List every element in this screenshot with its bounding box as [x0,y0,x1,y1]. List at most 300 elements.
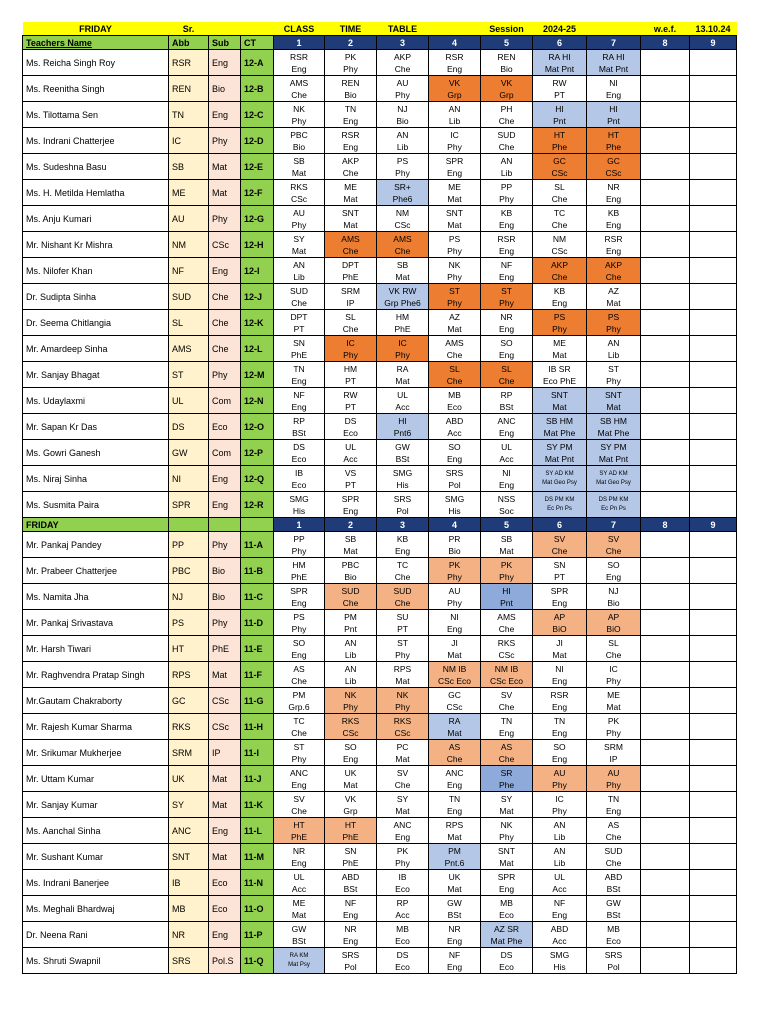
period-cell: SO Eng [429,440,481,466]
period-cell: ABD BSt [587,870,641,896]
period-cell: AN Lib [377,128,429,154]
teacher-name: Ms. Susmita Paira [23,492,169,518]
period-cell [641,948,690,974]
teacher-subject: Mat [209,662,241,688]
wef-label: w.e.f. [641,22,690,36]
period-cell [641,258,690,284]
period-cell: SO Eng [274,636,325,662]
period-cell: SL Che [429,362,481,388]
period-cell: DS Eco [325,414,377,440]
period-cell: PH Che [481,102,533,128]
period-cell: RSR Eng [274,50,325,76]
teacher-name: Ms. H. Metilda Hemlatha [23,180,169,206]
period-cell: AS Che [429,740,481,766]
period-cell: IB Eco [274,466,325,492]
teacher-abbreviation: IB [169,870,209,896]
teacher-subject: Pol.S [209,948,241,974]
period-cell [641,922,690,948]
period-cell [641,688,690,714]
teacher-abbreviation: SUD [169,284,209,310]
class-teacher-of: 12-M [241,362,274,388]
period-cell [690,414,737,440]
period-cell: SRS Pol [587,948,641,974]
class-teacher-of: 11-O [241,896,274,922]
period-cell: NR Eng [587,180,641,206]
period-cell: ABD Acc [429,414,481,440]
period-cell: ST Phy [377,636,429,662]
period-cell [641,740,690,766]
table-row [23,492,737,518]
period-cell: IC Phy [533,792,587,818]
period-cell: GW BSt [587,896,641,922]
period-cell: SB HM Mat Phe [587,414,641,440]
period-cell: TC Che [274,714,325,740]
period-cell: NJ Bio [377,102,429,128]
timetable [22,22,737,974]
period-cell: GC CSc [587,154,641,180]
table-row [23,414,737,440]
header-ct: CT [241,36,274,50]
period-cell: SPR Eng [325,492,377,518]
period-cell: VS PT [325,466,377,492]
period-cell: ST Phy [429,284,481,310]
teacher-subject: Mat [209,766,241,792]
period-cell: MB Eco [481,896,533,922]
time-label: TIME [325,22,377,36]
class-teacher-of: 11-E [241,636,274,662]
period-cell [690,870,737,896]
header-teachers-name: Teachers Name [23,36,169,50]
class-teacher-of: 12-K [241,310,274,336]
period-cell: SL Che [481,362,533,388]
period-number: 7 [587,36,641,50]
period-cell: KB Eng [481,206,533,232]
teacher-name: Mr. Sapan Kr Das [23,414,169,440]
period-cell: AP BiO [587,610,641,636]
period-cell: ME Mat [325,180,377,206]
period-cell: SB Mat [377,258,429,284]
period-cell: SMG His [377,466,429,492]
class-teacher-of: 12-A [241,50,274,76]
period-cell: PM Pnt [325,610,377,636]
period-cell: ANC Eng [377,818,429,844]
timetable-sheet [22,22,736,974]
period-cell: DPT PhE [325,258,377,284]
period-cell: NK Phy [377,688,429,714]
period-cell: PS Phy [587,310,641,336]
period-cell: NK Phy [274,102,325,128]
period-cell [690,844,737,870]
teacher-name: Ms. Anju Kumari [23,206,169,232]
teacher-abbreviation: ME [169,180,209,206]
teacher-name: Ms. Gowri Ganesh [23,440,169,466]
period-cell: SR+ Phe6 [377,180,429,206]
teacher-name: Ms. Nilofer Khan [23,258,169,284]
class-teacher-of: 11-L [241,818,274,844]
table-row [23,844,737,870]
teacher-name: Mr.Gautam Chakraborty [23,688,169,714]
period-cell: AS Che [587,818,641,844]
teacher-subject: Phy [209,128,241,154]
class-teacher-of: 12-P [241,440,274,466]
period-cell [641,636,690,662]
period-cell: SL Che [325,310,377,336]
period-cell: SRS Pol [325,948,377,974]
session-value: 2024-25 [533,22,587,36]
period-cell: PC Mat [377,740,429,766]
period-cell: ABD Acc [533,922,587,948]
period-cell: MB Eco [587,922,641,948]
sr-label: Sr. [169,22,209,36]
period-cell [641,558,690,584]
teacher-subject: Phy [209,362,241,388]
table-row [23,336,737,362]
teacher-subject: Mat [209,154,241,180]
period-cell [690,310,737,336]
teacher-abbreviation: NF [169,258,209,284]
teacher-abbreviation: MB [169,896,209,922]
period-cell: SRM IP [587,740,641,766]
teacher-subject: Com [209,388,241,414]
teacher-abbreviation: HT [169,636,209,662]
class-teacher-of: 12-R [241,492,274,518]
period-cell: SL Che [587,636,641,662]
table-row [23,102,737,128]
class-teacher-of: 11-K [241,792,274,818]
period-cell: PK Phy [481,558,533,584]
period-cell [690,128,737,154]
period-cell: IC Phy [429,128,481,154]
class-teacher-of: 12-J [241,284,274,310]
period-cell: SRS Pol [377,492,429,518]
teacher-name: Ms. Reicha Singh Roy [23,50,169,76]
teacher-name: Ms. Niraj Sinha [23,466,169,492]
teacher-name: Ms. Tilottama Sen [23,102,169,128]
teacher-subject: CSc [209,688,241,714]
period-cell: SN PhE [325,844,377,870]
period-cell: AMS Che [325,232,377,258]
period-cell [690,896,737,922]
teacher-subject: Eng [209,922,241,948]
period-cell: TN Eng [533,714,587,740]
period-cell: AU Phy [533,766,587,792]
period-cell: NSS Soc [481,492,533,518]
period-cell: SMG His [429,492,481,518]
teacher-subject: Bio [209,584,241,610]
teacher-name: Ms. Meghali Bhardwaj [23,896,169,922]
period-cell: AN Lib [533,818,587,844]
period-cell: NM IB CSc Eco [429,662,481,688]
period-cell: HM PhE [377,310,429,336]
period-number: 9 [690,36,737,50]
period-cell [641,206,690,232]
period-cell: NI Eng [533,662,587,688]
class-teacher-of: 11-D [241,610,274,636]
period-cell: RA Mat [429,714,481,740]
table-row [23,740,737,766]
period-cell: AKP Che [325,154,377,180]
teacher-subject: PhE [209,636,241,662]
teacher-subject: Eng [209,818,241,844]
teacher-name: Mr. Uttam Kumar [23,766,169,792]
period-cell: TC Che [533,206,587,232]
teacher-subject: Phy [209,532,241,558]
period-cell: IC Phy [587,662,641,688]
table-row [23,362,737,388]
teacher-subject: Eng [209,466,241,492]
period-cell: JI Mat [533,636,587,662]
class-teacher-of: 11-B [241,558,274,584]
period-cell [690,388,737,414]
period-cell: UL Acc [377,388,429,414]
teacher-subject: Eco [209,414,241,440]
period-cell: SN PT [533,558,587,584]
period-cell: PK Phy [325,50,377,76]
teacher-abbreviation: NJ [169,584,209,610]
table-row [23,922,737,948]
period-cell: ANC Eng [429,766,481,792]
period-cell: AS Che [274,662,325,688]
period-cell [690,766,737,792]
period-number: 8 [641,518,690,532]
teacher-subject: Che [209,310,241,336]
teacher-subject: Mat [209,180,241,206]
period-cell [690,362,737,388]
period-number: 4 [429,36,481,50]
period-cell: KB Eng [377,532,429,558]
period-cell [690,284,737,310]
period-cell: ME Mat [533,336,587,362]
table-row [23,662,737,688]
teacher-subject: CSc [209,232,241,258]
period-cell: HT PhE [325,818,377,844]
period-cell: ST Phy [587,362,641,388]
teacher-abbreviation: NI [169,466,209,492]
table-row [23,128,737,154]
period-cell: AN Lib [429,102,481,128]
period-cell: SNT Mat [587,388,641,414]
period-number: 6 [533,36,587,50]
table-row [23,792,737,818]
period-cell: AN Lib [325,662,377,688]
period-cell: PK Phy [587,714,641,740]
period-cell: NF Eng [533,896,587,922]
table-row [23,610,737,636]
teacher-abbreviation: GW [169,440,209,466]
class-teacher-of: 11-H [241,714,274,740]
period-cell: RW PT [325,388,377,414]
period-cell: SV Che [274,792,325,818]
period-cell: HM PT [325,362,377,388]
teacher-abbreviation: DS [169,414,209,440]
teacher-abbreviation: SPR [169,492,209,518]
period-cell: AMS Che [429,336,481,362]
table-row [23,584,737,610]
teacher-abbreviation: SL [169,310,209,336]
class-teacher-of: 12-G [241,206,274,232]
teacher-name: Ms. Indrani Chatterjee [23,128,169,154]
period-cell [641,310,690,336]
table-row [23,532,737,558]
period-cell: SPR Eng [429,154,481,180]
period-cell: RKS CSc [325,714,377,740]
period-cell: AMS Che [377,232,429,258]
period-cell: UL Acc [481,440,533,466]
period-cell: PP Phy [481,180,533,206]
period-cell: AKP Che [533,258,587,284]
period-cell [641,492,690,518]
period-cell: RSR Eng [429,50,481,76]
period-cell: RSR Eng [533,688,587,714]
period-cell: SY Mat [377,792,429,818]
teacher-subject: Mat [209,792,241,818]
teacher-name: Mr. Prabeer Chatterjee [23,558,169,584]
period-cell [690,558,737,584]
teacher-abbreviation: IC [169,128,209,154]
teacher-subject: Com [209,440,241,466]
period-cell [690,792,737,818]
period-cell: VK Grp [429,76,481,102]
teacher-abbreviation: SY [169,792,209,818]
period-cell: RSR Eng [587,232,641,258]
period-cell: VK Grp [481,76,533,102]
period-number: 7 [587,518,641,532]
period-cell: GW BSt [274,922,325,948]
period-cell: NK Phy [481,818,533,844]
period-cell: PR Bio [429,532,481,558]
teacher-subject: Eco [209,870,241,896]
period-cell: UL Acc [274,870,325,896]
period-cell: NK Phy [325,688,377,714]
table-row [23,558,737,584]
period-cell [641,466,690,492]
period-cell [690,688,737,714]
teacher-name: Mr. Pankaj Pandey [23,532,169,558]
class-teacher-of: 12-L [241,336,274,362]
period-cell: PS Phy [533,310,587,336]
table-row [23,76,737,102]
period-cell: IB Eco [377,870,429,896]
period-cell: SB Mat [274,154,325,180]
teacher-subject: Che [209,336,241,362]
period-cell: ST Phy [274,740,325,766]
teacher-subject: Bio [209,558,241,584]
teacher-abbreviation: UK [169,766,209,792]
table-row [23,870,737,896]
period-cell [641,766,690,792]
table-row [23,636,737,662]
period-cell: NM CSc [533,232,587,258]
period-cell: IC Phy [377,336,429,362]
period-cell [690,492,737,518]
period-cell [641,792,690,818]
period-cell: NR Eng [429,922,481,948]
period-cell: UL Acc [325,440,377,466]
table-row [23,896,737,922]
period-cell: HT Phe [587,128,641,154]
period-cell: IB SR Eco PhE [533,362,587,388]
period-cell [690,180,737,206]
teacher-abbreviation: RSR [169,50,209,76]
period-cell: RSR Eng [481,232,533,258]
period-cell: ABD BSt [325,870,377,896]
period-cell [690,466,737,492]
class-teacher-of: 11-M [241,844,274,870]
period-cell: SV Che [377,766,429,792]
period-cell: SU PT [377,610,429,636]
period-cell: TN Eng [274,362,325,388]
period-cell: AS Che [481,740,533,766]
table-row [23,50,737,76]
period-cell: DS PM KM Ec Pn Ps [587,492,641,518]
teacher-name: Dr. Seema Chitlangia [23,310,169,336]
period-cell: AP BiO [533,610,587,636]
teacher-subject: Eng [209,258,241,284]
table-row [23,466,737,492]
period-cell: RP BSt [481,388,533,414]
period-cell [641,818,690,844]
class-teacher-of: 12-F [241,180,274,206]
class-teacher-of: 12-E [241,154,274,180]
period-cell: AU Phy [429,584,481,610]
teacher-name: Mr. Pankaj Srivastava [23,610,169,636]
period-cell: ST Phy [481,284,533,310]
period-cell: AZ SR Mat Phe [481,922,533,948]
period-cell: RKS CSc [481,636,533,662]
teacher-subject: Eng [209,102,241,128]
period-cell [690,922,737,948]
table-row [23,258,737,284]
table-row [23,766,737,792]
period-cell: SRS Pol [429,466,481,492]
teacher-abbreviation: SRS [169,948,209,974]
teacher-subject: Phy [209,206,241,232]
teacher-name: Mr. Rajesh Kumar Sharma [23,714,169,740]
period-cell: AN Lib [481,154,533,180]
period-cell [641,610,690,636]
period-cell: NR Eng [274,844,325,870]
teacher-subject: IP [209,740,241,766]
table-row [23,232,737,258]
period-cell: HI Pnt [481,584,533,610]
period-cell: DS Eco [481,948,533,974]
period-cell [690,714,737,740]
period-cell: RPS Mat [377,662,429,688]
period-cell: NM CSc [377,206,429,232]
period-cell [641,180,690,206]
period-cell: DPT PT [274,310,325,336]
period-cell: DS Eco [377,948,429,974]
wef-date: 13.10.24 [690,22,737,36]
period-cell: SO Eng [481,336,533,362]
header-sub [209,518,241,532]
period-cell: PK Phy [429,558,481,584]
teacher-name: Mr. Srikumar Mukherjee [23,740,169,766]
teacher-subject: Phy [209,610,241,636]
period-cell: SO Eng [587,558,641,584]
period-cell: SY Mat [274,232,325,258]
session-label: Session [481,22,533,36]
period-cell [641,584,690,610]
header-abb [169,518,209,532]
period-cell: AU Phy [274,206,325,232]
class-teacher-of: 12-I [241,258,274,284]
period-cell: SNT Mat [429,206,481,232]
teacher-name: Mr. Raghvendra Pratap Singh [23,662,169,688]
period-cell: SO Eng [533,740,587,766]
period-cell: SUD Che [377,584,429,610]
teacher-subject: Eco [209,896,241,922]
